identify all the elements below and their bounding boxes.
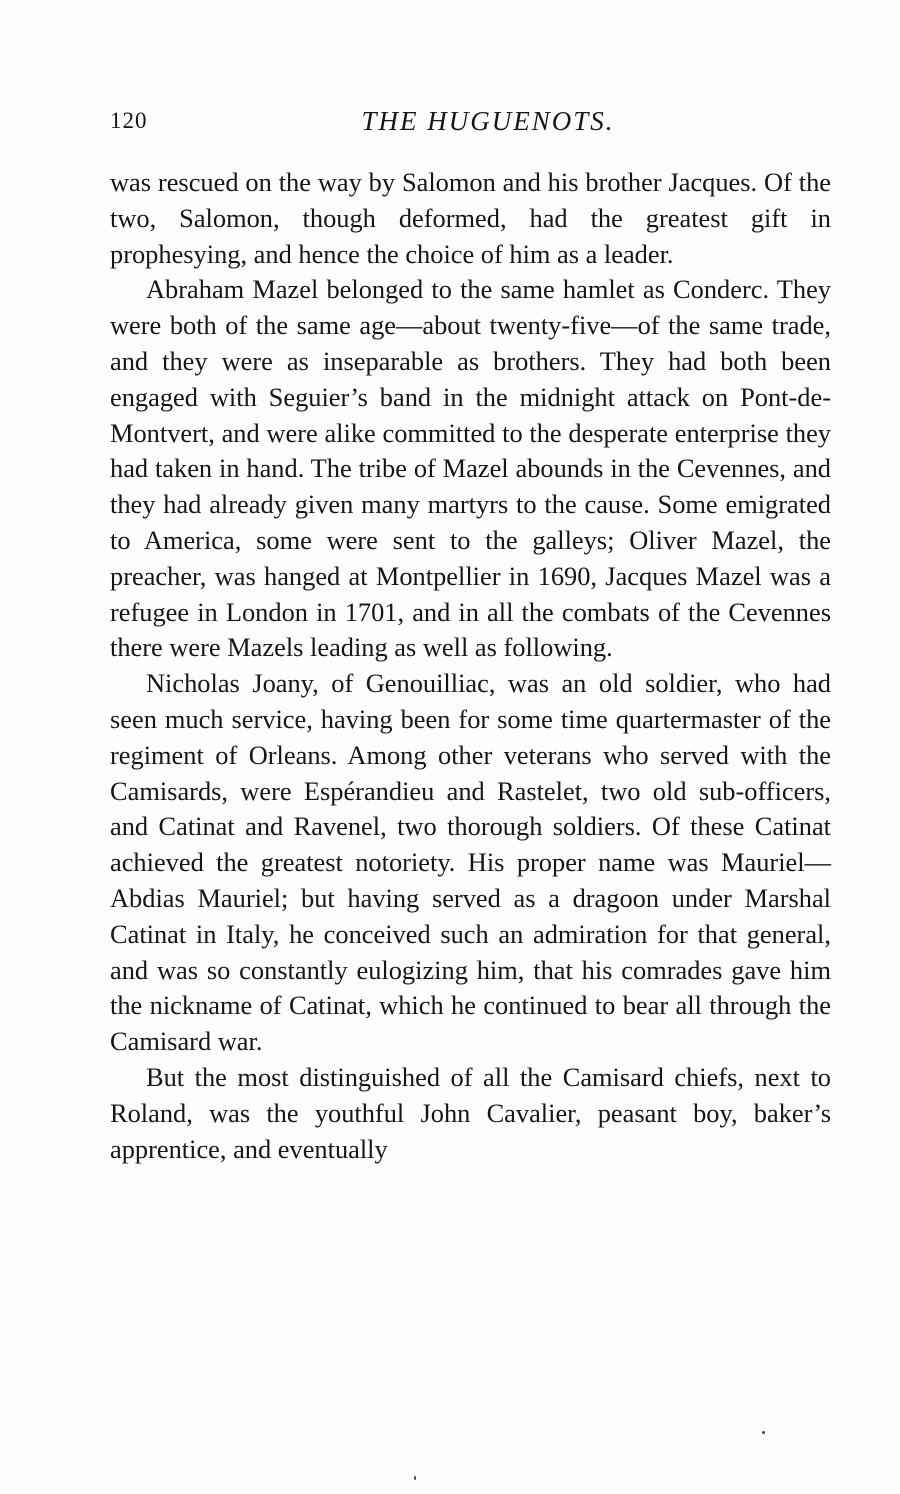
running-title: THE HUGUENOTS. xyxy=(361,106,615,136)
page-header xyxy=(110,106,830,142)
body-text xyxy=(110,165,831,1167)
page-number: 120 xyxy=(110,108,148,133)
paragraph-john-cavalier: But the most distinguished of all the Camisard chiefs, next to Roland, was the youthful John Cavalier, peasant boy, baker’s apprentice, and eventually xyxy=(110,1061,831,1164)
paragraph-nicholas-joany: Nicholas Joany, of Genouilliac, was an old soldier, who had seen much service, having been for some time quartermaster of the regiment of Orleans. Among other veterans who served with the Camisards, were Espérandieu and Rastelet, two old sub-officers, and Catinat and Ravenel, two thorough soldiers. Of these Catinat achieved the greatest notoriety. His proper name was Mauriel—Abdias Mauriel; but having served as a dragoon under Marshal Catinat in Italy, he conceived such an admiration for that general, and was so constantly eulogizing him, that his comrades gave him the nickname of Catinat, which he continued to bear all through the Camisard war. xyxy=(110,668,831,1057)
ink-speck xyxy=(414,1476,416,1480)
paragraph-abraham-mazel: Abraham Mazel belonged to the same hamlet as Conderc. They were both of the same age—about twenty-five—of the same trade, and they were as inseparable as brothers. They had both been engaged with Seguier’s band in the midnight attack on Pont-de-Montvert, and were alike committed to the desperate enterprise they had taken in hand. The tribe of Mazel abounds in the Cevennes, and they had already given many martyrs to the cause. Some emigrated to America, some were sent to the galleys; Oliver Mazel, the preacher, was hanged at Montpellier in 1690, Jacques Mazel was a refugee in London in 1701, and in all the combats of the Cevennes there were Mazels leading as well as following. xyxy=(110,274,831,663)
paragraph-continued: was rescued on the way by Salomon and his brother Jacques. Of the two, Salomon, though deformed, had the greatest gift in prophesying, and hence the choice of him as a leader. xyxy=(110,167,831,269)
ink-speck xyxy=(762,1431,765,1434)
